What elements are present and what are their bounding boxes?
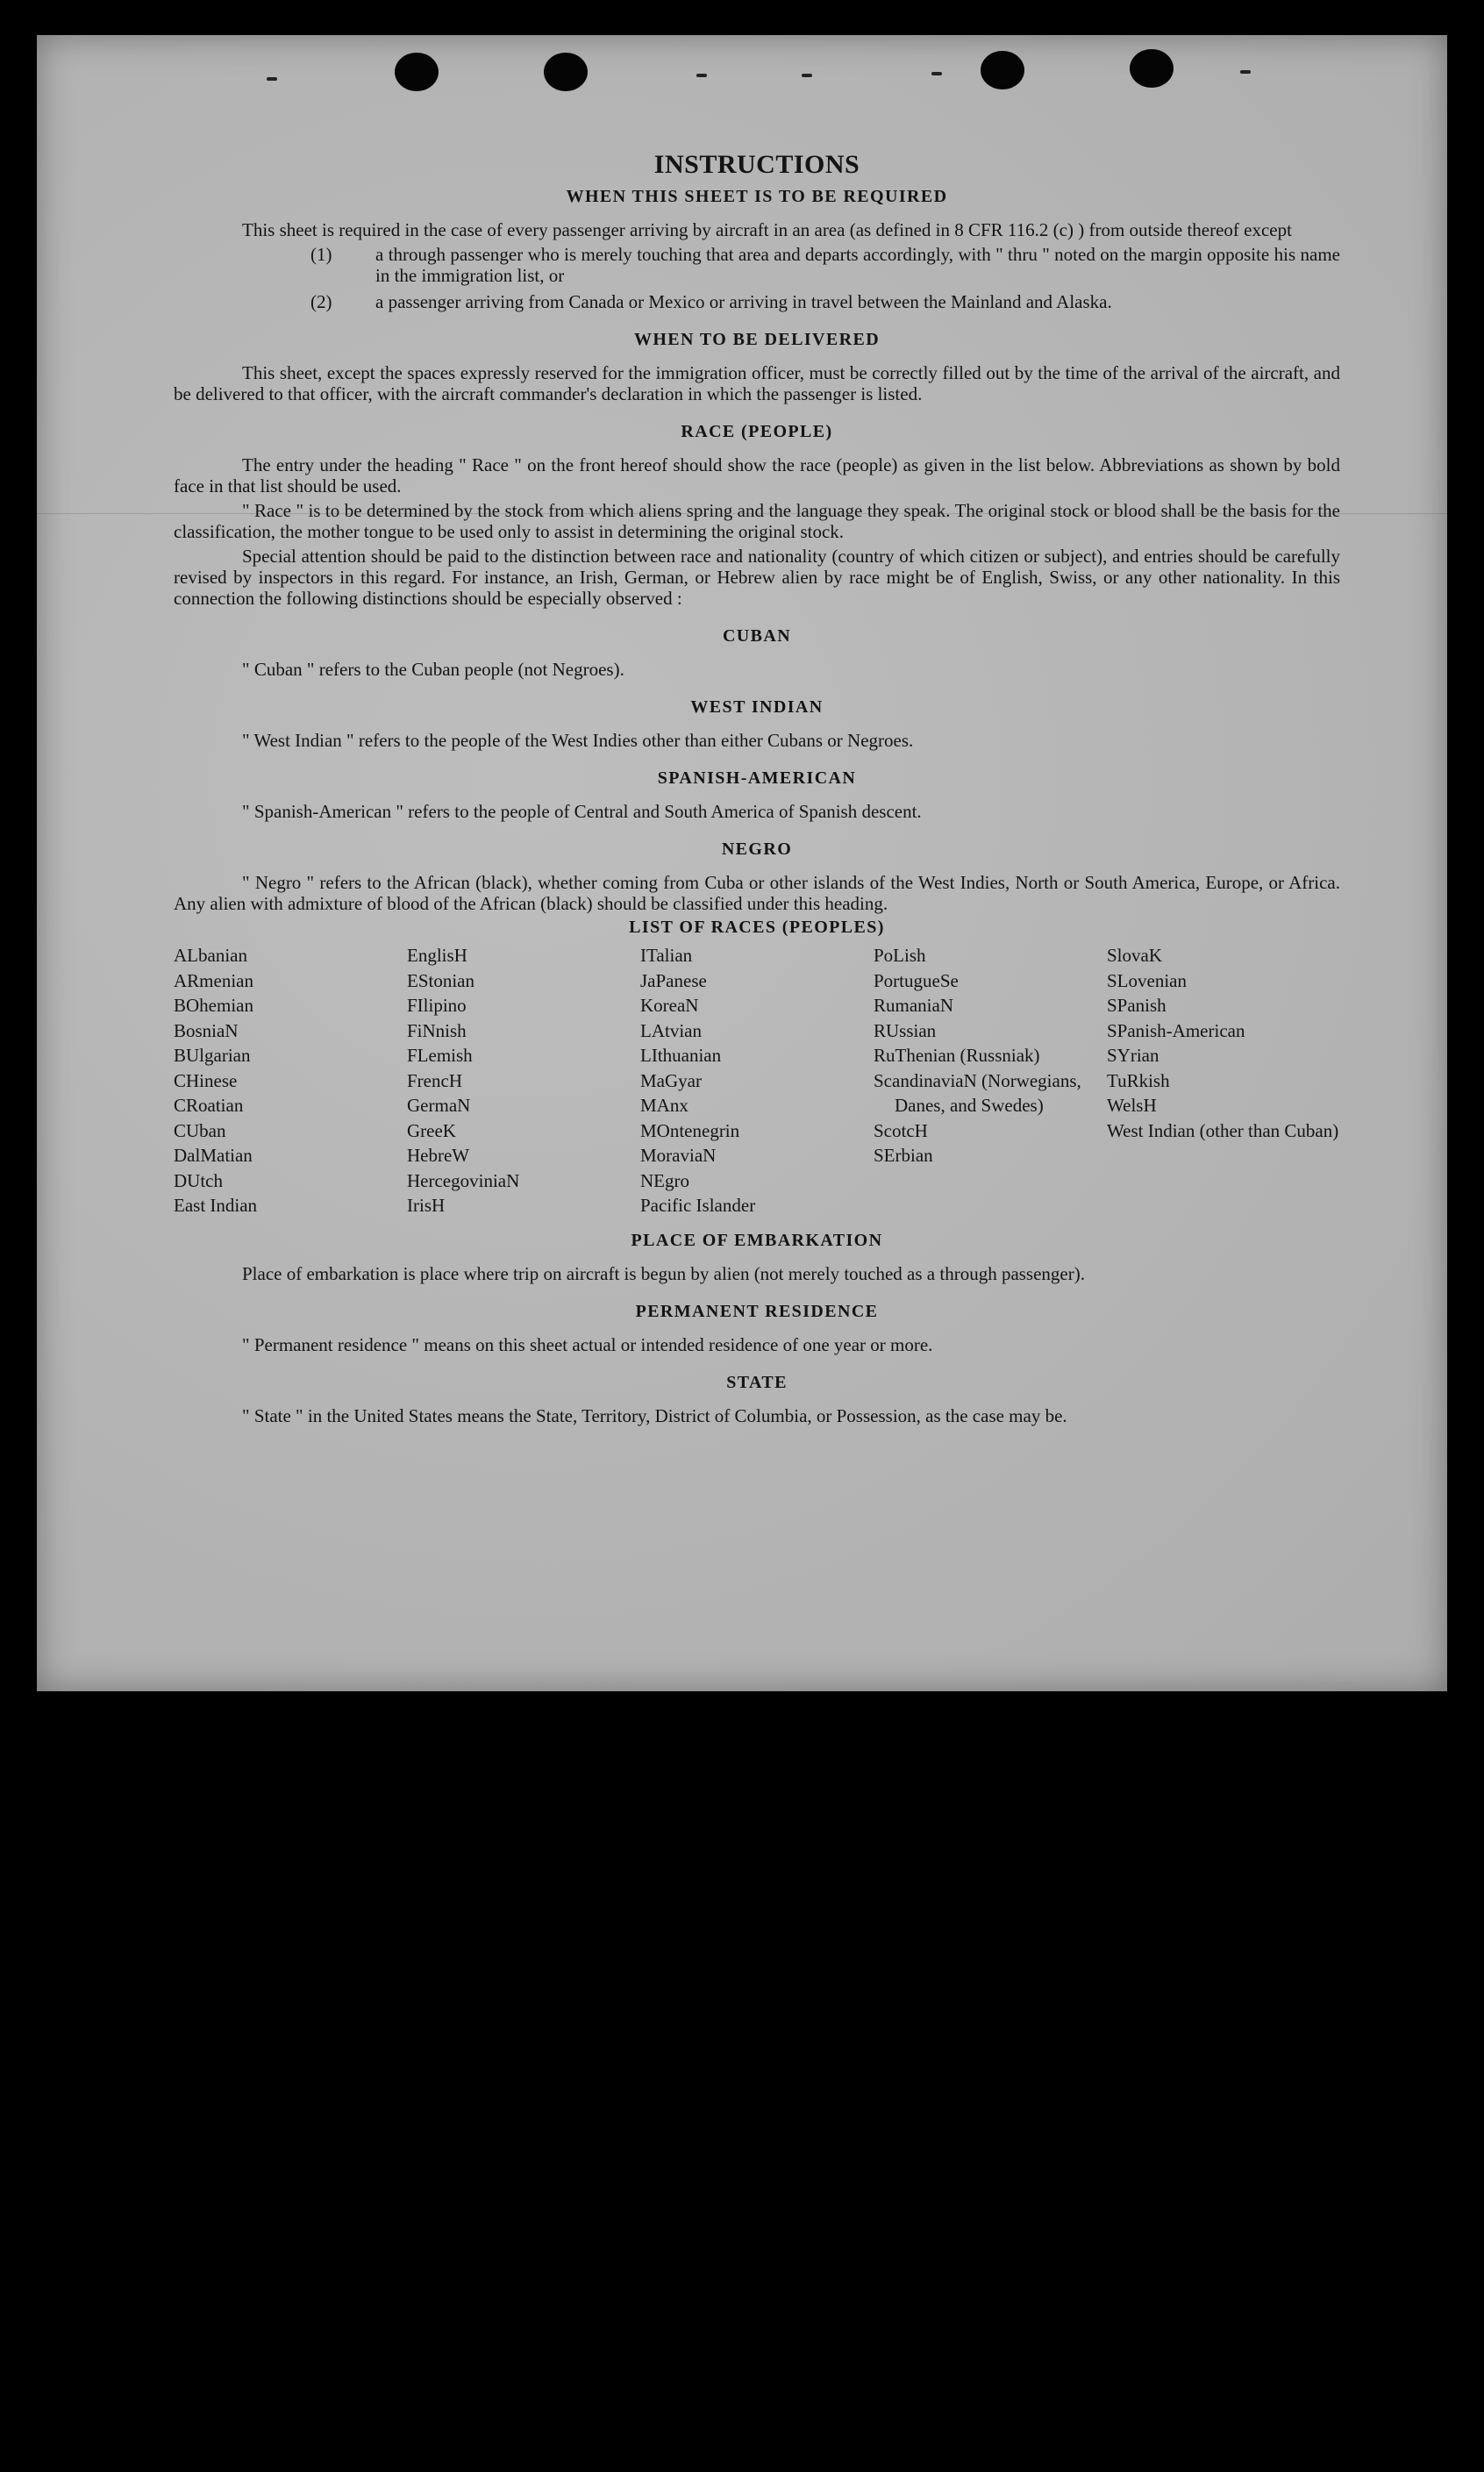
section-heading: NEGRO (721, 839, 793, 859)
section-text: " Cuban " refers to the Cuban people (not Negroes). (242, 659, 624, 680)
margin-mark (1240, 70, 1251, 74)
races-column (407, 943, 640, 1218)
exception-list (174, 244, 1340, 312)
section-text: " West Indian " refers to the people of the West Indies other than either Cubans or Negroes. (242, 730, 914, 751)
race-entry: LIthuanian (640, 1045, 722, 1066)
race-entry: East Indian (174, 1195, 258, 1216)
section-west-indian (174, 697, 1340, 751)
section-negro (174, 839, 1340, 914)
race-entry: FrencH (407, 1069, 462, 1091)
section-race (174, 422, 1340, 609)
race-entry: Pacific Islander (640, 1195, 756, 1216)
race-entry: ARmenian (174, 969, 253, 991)
section-text: " Negro " refers to the African (black), whether coming from Cuba or other islands of the West Indies, North or South America, Europe, or Africa. Any alien with admixture of blood of the African (black) should be classified under this heading. (174, 872, 1340, 914)
races-table (174, 943, 1340, 1218)
section-text: Special attention should be paid to the distinction between race and nationality (country of which citizen or subject), and entries should be carefully revised by inspectors in this regard. For instance, an Irish, German, or Hebrew alien by race might be of English, Swiss, or any other nationality. In this connection the following distinctions should be especially observed : (174, 546, 1340, 609)
race-entry: MOntenegrin (640, 1119, 740, 1141)
margin-mark (802, 74, 812, 77)
section-delivered (174, 330, 1340, 404)
punch-hole (981, 51, 1024, 89)
race-entry: WelsH (1107, 1095, 1157, 1116)
section-races-list (174, 918, 1340, 1218)
race-entry: TuRkish (1107, 1069, 1170, 1091)
race-entry: DalMatian (174, 1145, 253, 1166)
race-entry: EStonian (407, 969, 474, 991)
races-column (874, 943, 1107, 1218)
races-column (640, 943, 874, 1218)
section-text: This sheet is required in the case of every passenger arriving by aircraft in an area (as defined in 8 CFR 116.2 (c) ) from outside thereof except (242, 219, 1292, 240)
section-text: The entry under the heading " Race " on the front hereof should show the race (people) as given in the list below. Abbreviations as shown by bold face in that list should be used. (174, 454, 1340, 497)
race-entry: BosniaN (174, 1019, 239, 1041)
race-entry: LAtvian (640, 1019, 702, 1041)
race-entry: ITalian (640, 945, 693, 966)
section-text: Place of embarkation is place where trip on aircraft is begun by alien (not merely touched as a through passenger). (242, 1262, 1085, 1284)
document-sheet (37, 35, 1447, 1691)
section-heading: WHEN TO BE DELIVERED (633, 330, 881, 349)
race-entry: IrisH (407, 1195, 446, 1216)
race-entry: RuThenian (Russniak) (874, 1045, 1040, 1066)
race-entry: MoraviaN (640, 1145, 717, 1166)
margin-mark (696, 74, 707, 77)
race-entry: ScotcH (874, 1119, 928, 1141)
race-entry: PoLish (874, 945, 926, 966)
race-entry: RUssian (874, 1019, 937, 1041)
instructions-content (174, 150, 1340, 1426)
race-entry: West Indian (other than Cuban) (1107, 1119, 1339, 1141)
race-entry: KoreaN (640, 995, 699, 1016)
race-entry: SPanish-American (1107, 1019, 1245, 1041)
race-entry: SYrian (1107, 1045, 1159, 1066)
section-cuban (174, 626, 1340, 680)
section-text: " State " in the United States means the State, Territory, District of Columbia, or Possession, as the case may be. (242, 1404, 1067, 1426)
race-entry: GermaN (407, 1095, 471, 1116)
race-entry: ALbanian (174, 945, 247, 966)
section-heading: RACE (PEOPLE) (681, 422, 833, 441)
section-heading: PLACE OF EMBARKATION (631, 1230, 883, 1250)
list-item (174, 244, 1340, 286)
section-state (174, 1373, 1340, 1426)
section-heading: SPANISH-AMERICAN (657, 768, 857, 788)
section-spanish-american (174, 768, 1340, 822)
section-text: " Race " is to be determined by the stock from which aliens spring and the language they speak. The original stock or blood shall be the basis for the classification, the mother tongue to be used only to assist in determining the original stock. (174, 500, 1340, 542)
race-entry: MAnx (640, 1095, 688, 1116)
section-residence (174, 1302, 1340, 1355)
race-entry: NEgro (640, 1169, 689, 1191)
race-entry: BUlgarian (174, 1045, 251, 1066)
margin-mark (267, 77, 277, 81)
punch-hole (395, 53, 439, 91)
race-entry: FiNnish (407, 1019, 467, 1041)
section-heading: WEST INDIAN (690, 697, 824, 717)
race-entry: GreeK (407, 1119, 456, 1141)
punch-hole (544, 53, 588, 91)
race-entry: SlovaK (1107, 945, 1162, 966)
race-entry: BOhemian (174, 995, 253, 1016)
race-entry: SErbian (874, 1145, 933, 1166)
race-entry: FLemish (407, 1045, 473, 1066)
race-entry: MaGyar (640, 1069, 702, 1091)
race-entry: CHinese (174, 1069, 238, 1091)
list-item (174, 291, 1340, 312)
race-entry: RumaniaN (874, 995, 953, 1016)
race-entry: CUban (174, 1119, 226, 1141)
race-entry: SLovenian (1107, 969, 1187, 991)
races-column (1107, 943, 1340, 1218)
section-heading: CUBAN (722, 626, 792, 646)
section-text: This sheet, except the spaces expressly reserved for the immigration officer, must be correctly filled out by the time of the arrival of the aircraft, and be delivered to that officer, with the aircraft commander's declaration in which the passenger is listed. (174, 362, 1340, 404)
race-entry: HebreW (407, 1145, 470, 1166)
race-entry: SPanish (1107, 995, 1167, 1016)
item-number: (2) (310, 291, 332, 312)
race-entry: PortugueSe (874, 969, 959, 991)
race-entry: DUtch (174, 1169, 223, 1191)
item-text: a passenger arriving from Canada or Mexico or arriving in travel between the Mainland and Alaska. (375, 291, 1112, 312)
section-text: " Permanent residence " means on this sheet actual or intended residence of one year or more. (242, 1333, 933, 1355)
section-heading: STATE (726, 1372, 788, 1392)
races-column (174, 943, 407, 1218)
section-required (174, 187, 1340, 312)
race-entry: CRoatian (174, 1095, 244, 1116)
section-text: " Spanish-American " refers to the people of Central and South America of Spanish descent. (242, 801, 922, 822)
section-embarkation (174, 1231, 1340, 1284)
punch-hole (1130, 49, 1174, 88)
item-number: (1) (310, 244, 332, 265)
race-entry: EnglisH (407, 945, 467, 966)
section-heading: PERMANENT RESIDENCE (635, 1301, 879, 1321)
section-heading: LIST OF RACES (PEOPLES) (629, 918, 885, 937)
race-entry: JaPanese (640, 969, 707, 991)
section-heading: WHEN THIS SHEET IS TO BE REQUIRED (566, 187, 948, 206)
page-title: INSTRUCTIONS (653, 150, 860, 179)
race-entry: ScandinaviaN (Norwegians, Danes, and Swedes) (874, 1069, 1081, 1116)
item-text: a through passenger who is merely touching that area and departs accordingly, with " thru " noted on the margin opposite his name in the immigration list, or (375, 244, 1340, 286)
race-entry: FIlipino (407, 995, 467, 1016)
race-entry: HercegoviniaN (407, 1169, 520, 1191)
margin-mark (931, 72, 942, 75)
